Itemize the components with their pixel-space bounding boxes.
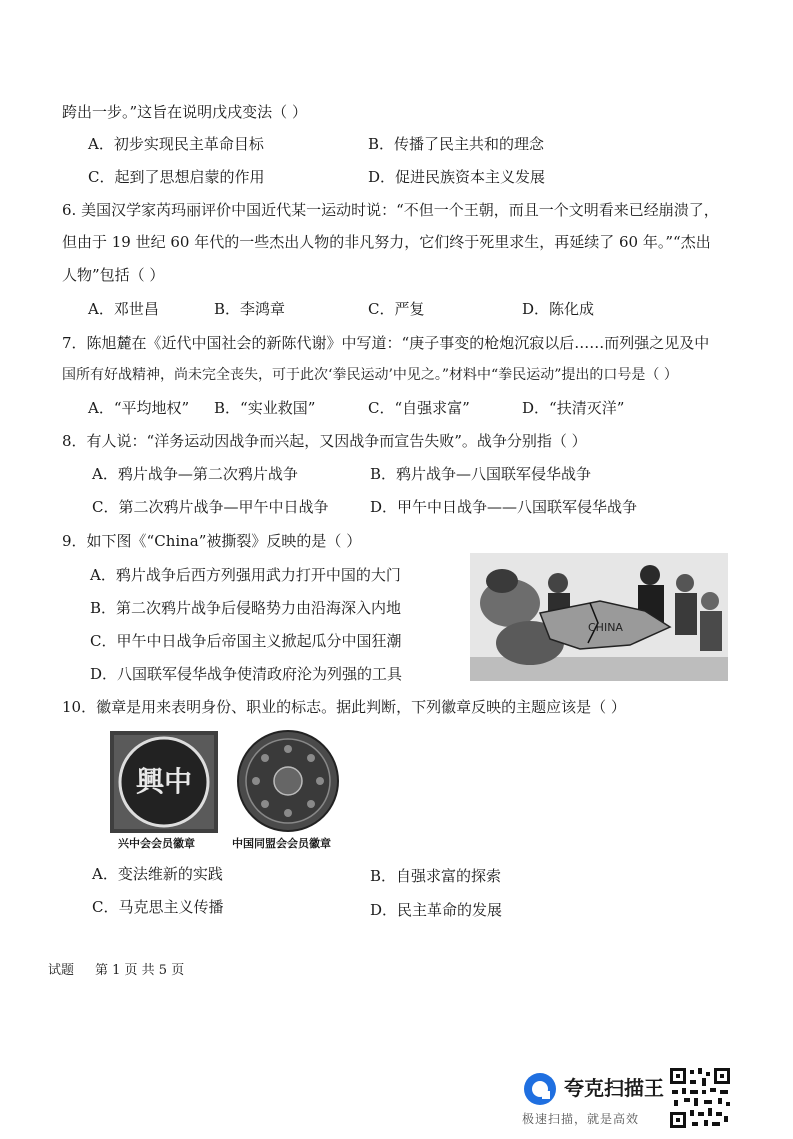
footer-page-number: 第 1 页 共 5 页 — [95, 963, 185, 978]
q6-stem-line-1: 6. 美国汉学家芮玛丽评价中国近代某一运动时说：“不但一个王朝，而且一个文明看来已经崩溃了， — [62, 201, 719, 219]
q10-option-b: B．自强求富的探索 — [370, 867, 502, 885]
quark-logo-icon — [522, 1071, 558, 1107]
badge1-caption: 兴中会会员徽章 — [118, 837, 195, 850]
q9-stem: 9．如下图《“China”被撕裂》反映的是（ ） — [62, 532, 362, 550]
q7-stem-line-1: 7．陈旭麓在《近代中国社会的新陈代谢》中写道：“庚子事变的枪炮沉寂以后……而列强之见及中 — [62, 334, 710, 352]
q8-option-d: D．甲午中日战争——八国联军侵华战争 — [370, 498, 638, 516]
q10-option-c: C．马克思主义传播 — [92, 898, 224, 916]
q7-option-a: A．“平均地权” — [88, 399, 190, 417]
q6-option-d: D．陈化成 — [522, 300, 595, 318]
badge-glyph: 興中 — [135, 765, 193, 798]
q8-option-a: A．鸦片战争—第二次鸦片战争 — [92, 465, 298, 483]
q7-stem-line-2: 国所有好战精神，尚未完全丧失，可于此次‘拳民运动’中见之。”材料中“拳民运动”提出的口号是（ ） — [62, 367, 678, 383]
q9-option-a: A．鸦片战争后西方列强用武力打开中国的大门 — [90, 566, 401, 584]
tongmenghui-badge — [233, 729, 343, 833]
qr-code-icon — [668, 1066, 732, 1130]
q5-option-d: D．促进民族资本主义发展 — [368, 168, 546, 186]
watermark-slogan: 极速扫描，就是高效 — [522, 1112, 640, 1126]
q7-option-b: B．“实业救国” — [214, 399, 316, 417]
q9-option-c: C．甲午中日战争后帝国主义掀起瓜分中国狂潮 — [90, 632, 402, 650]
cartoon-china-text: CHINA — [588, 621, 623, 634]
footer-label: 试题 — [48, 963, 75, 978]
q10-option-a: A．变法维新的实践 — [92, 865, 223, 883]
q5-option-c: C．起到了思想启蒙的作用 — [88, 168, 265, 186]
q7-option-c: C．“自强求富” — [368, 399, 470, 417]
q10-option-d: D．民主革命的发展 — [370, 901, 503, 919]
q8-option-c: C．第二次鸦片战争—甲午中日战争 — [92, 498, 329, 516]
q6-stem-line-3: 人物”包括（ ） — [62, 266, 165, 284]
q10-stem: 10．徽章是用来表明身份、职业的标志。据此判断，下列徽章反映的主题应该是（ ） — [62, 698, 626, 716]
q9-option-d: D．八国联军侵华战争使清政府沦为列强的工具 — [90, 665, 403, 683]
q6-option-b: B．李鸿章 — [214, 300, 286, 318]
q8-stem: 8．有人说：“洋务运动因战争而兴起，又因战争而宣告失败”。战争分别指（ ） — [62, 432, 587, 450]
badge2-caption: 中国同盟会会员徽章 — [232, 837, 331, 850]
q5-option-a: A．初步实现民主革命目标 — [88, 135, 264, 153]
q8-option-b: B．鸦片战争—八国联军侵华战争 — [370, 465, 592, 483]
q6-option-c: C．严复 — [368, 300, 425, 318]
watermark-brand: 夸克扫描王 — [564, 1076, 664, 1100]
china-torn-cartoon — [470, 553, 728, 681]
q5-option-b: B．传播了民主共和的理念 — [368, 135, 545, 153]
xingzhonghui-badge — [110, 731, 218, 833]
q9-option-b: B．第二次鸦片战争后侵略势力由沿海深入内地 — [90, 599, 402, 617]
q5-stem-end: 跨出一步。”这旨在说明戊戌变法（ ） — [62, 103, 307, 121]
q6-option-a: A．邓世昌 — [88, 300, 159, 318]
q6-stem-line-2: 但由于 19 世纪 60 年代的一些杰出人物的非凡努力，它们终于死里求生，再延续了 60 年。”“杰出 — [62, 233, 711, 251]
q7-option-d: D．“扶清灭洋” — [522, 399, 625, 417]
